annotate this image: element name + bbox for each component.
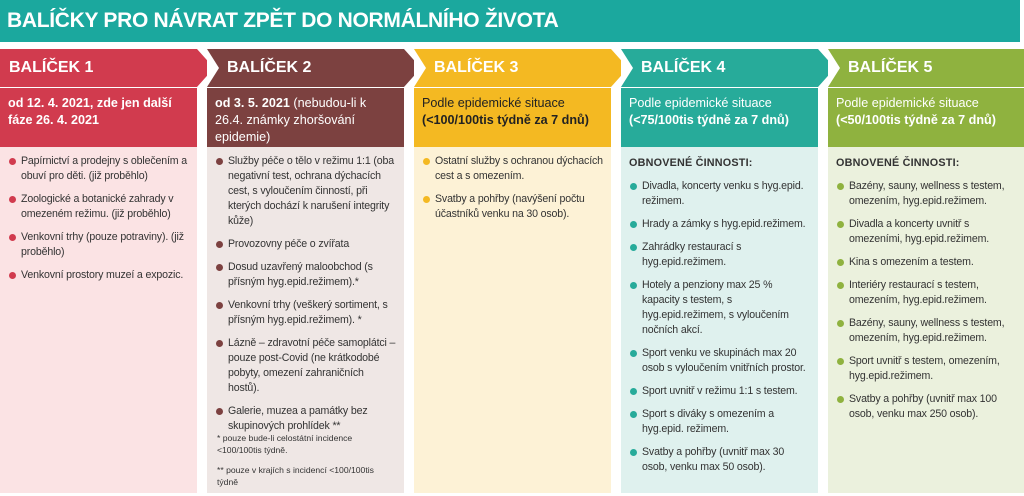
list-item: Ostatní služby s ochranou dýchacích cest a s omezením. bbox=[422, 154, 603, 184]
bullet-icon bbox=[423, 158, 430, 165]
package-5-threshold: (<50/100tis týdně za 7 dnů) bbox=[836, 113, 996, 127]
package-2-body bbox=[207, 147, 404, 493]
bullet-icon bbox=[837, 183, 844, 190]
bullet-icon bbox=[630, 388, 637, 395]
bullet-icon bbox=[216, 408, 223, 415]
package-1-list bbox=[8, 154, 189, 283]
bullet-icon bbox=[9, 272, 16, 279]
list-item: Venkovní prostory muzeí a expozic. bbox=[8, 268, 189, 283]
bullet-icon bbox=[630, 282, 637, 289]
bullet-icon bbox=[837, 221, 844, 228]
package-3-threshold: (<100/100tis týdně za 7 dnů) bbox=[422, 113, 589, 127]
package-5-condition: Podle epidemické situace bbox=[836, 96, 979, 110]
bullet-icon bbox=[9, 196, 16, 203]
footnote: ** pouze v krajích s incidencí <100/100tis týdně bbox=[217, 465, 374, 487]
bullet-icon bbox=[837, 358, 844, 365]
list-item: Lázně – zdravotní péče samoplátci – pouze post-Covid (ne krátkodobé pobyty, omezení zahraničních hostů). bbox=[215, 336, 396, 396]
bullet-icon bbox=[837, 282, 844, 289]
bullet-icon bbox=[423, 196, 430, 203]
package-1-header bbox=[0, 88, 197, 147]
page-title: BALÍČKY PRO NÁVRAT ZPĚT DO NORMÁLNÍHO ŽIVOTA bbox=[0, 0, 1020, 42]
package-1-date: od 12. 4. 2021, zde jen další fáze 26. 4. 2021 bbox=[8, 96, 172, 127]
list-item: Sport uvnitř v režimu 1:1 s testem. bbox=[629, 384, 810, 399]
bullet-icon bbox=[630, 221, 637, 228]
list-item: Provozovny péče o zvířata bbox=[215, 237, 396, 252]
bullet-icon bbox=[630, 350, 637, 357]
package-3-body bbox=[414, 147, 611, 493]
package-4-threshold: (<75/100tis týdně za 7 dnů) bbox=[629, 113, 789, 127]
list-item: Služby péče o tělo v režimu 1:1 (oba negativní test, ochrana dýchacích cest, s vyloučením činností, při kterých dochází k narušení integrity kůže) bbox=[215, 154, 396, 229]
list-item: Zoologické a botanické zahrady v omezeném režimu. (již proběhlo) bbox=[8, 192, 189, 222]
list-item: Kina s omezením a testem. bbox=[836, 255, 1017, 270]
list-item: Sport venku ve skupinách max 20 osob s vyloučením vnitřních prostor. bbox=[629, 346, 810, 376]
footnote: * pouze bude-li celostátní incidence <100/100tis týdně. bbox=[217, 433, 353, 455]
list-item: Hrady a zámky s hyg.epid.režimem. bbox=[629, 217, 810, 232]
list-item: Divadla, koncerty venku s hyg.epid. režimem. bbox=[629, 179, 810, 209]
list-item: Svatby a pohřby (navýšení počtu účastníků venku na 30 osob). bbox=[422, 192, 603, 222]
list-item: Venkovní trhy (veškerý sortiment, s přísným hyg.epid.režimem). * bbox=[215, 298, 396, 328]
bullet-icon bbox=[216, 158, 223, 165]
list-item: Hotely a penziony max 25 % kapacity s testem, s hyg.epid.režimem, s vyloučením nočních akcí. bbox=[629, 278, 810, 338]
package-4-header bbox=[621, 88, 818, 147]
bullet-icon bbox=[630, 244, 637, 251]
bullet-icon bbox=[9, 234, 16, 241]
package-5-list bbox=[836, 179, 1017, 422]
list-item: Sport s diváky s omezením a hyg.epid. režimem. bbox=[629, 407, 810, 437]
list-item: Dosud uzavřený maloobchod (s přísným hyg.epid.režimem).* bbox=[215, 260, 396, 290]
package-4-condition: Podle epidemické situace bbox=[629, 96, 772, 110]
package-5-section-title: OBNOVENÉ ČINNOSTI: bbox=[836, 157, 960, 169]
bullet-icon bbox=[9, 158, 16, 165]
bullet-icon bbox=[216, 264, 223, 271]
package-4-label: BALÍČEK 4 bbox=[641, 59, 726, 76]
bullet-icon bbox=[630, 449, 637, 456]
list-item: Divadla a koncerty uvnitř s omezeními, hyg.epid.režimem. bbox=[836, 217, 1017, 247]
bullet-icon bbox=[630, 183, 637, 190]
package-4-body bbox=[621, 147, 818, 493]
list-item: Interiéry restaurací s testem, omezením, hyg.epid.režimem. bbox=[836, 278, 1017, 308]
package-3-condition: Podle epidemické situace bbox=[422, 96, 565, 110]
bullet-icon bbox=[216, 302, 223, 309]
package-3-label: BALÍČEK 3 bbox=[434, 59, 519, 76]
package-4-list bbox=[629, 179, 810, 475]
package-5-header bbox=[828, 88, 1024, 147]
list-item: Svatby a pohřby (uvnitř max 100 osob, venku max 250 osob). bbox=[836, 392, 1017, 422]
package-2-header bbox=[207, 88, 404, 147]
bullet-icon bbox=[837, 320, 844, 327]
package-4-section-title: OBNOVENÉ ČINNOSTI: bbox=[629, 157, 753, 169]
list-item: Bazény, sauny, wellness s testem, omezením, hyg.epid.režimem. bbox=[836, 179, 1017, 209]
footnotes bbox=[217, 432, 397, 496]
package-3-list bbox=[422, 154, 603, 222]
bullet-icon bbox=[216, 241, 223, 248]
package-1-body bbox=[0, 147, 197, 493]
package-5-body bbox=[828, 147, 1024, 493]
package-3-header bbox=[414, 88, 611, 147]
bullet-icon bbox=[837, 259, 844, 266]
package-5-label: BALÍČEK 5 bbox=[848, 59, 933, 76]
bullet-icon bbox=[216, 340, 223, 347]
bullet-icon bbox=[837, 396, 844, 403]
list-item: Papírnictví a prodejny s oblečením a obuví pro děti. (již proběhlo) bbox=[8, 154, 189, 184]
package-2-list bbox=[215, 154, 396, 434]
package-2-date: od 3. 5. 2021 (nebudou-li k 26.4. známky zhoršování epidemie) bbox=[215, 96, 367, 144]
package-1-label: BALÍČEK 1 bbox=[9, 59, 94, 76]
bullet-icon bbox=[630, 411, 637, 418]
list-item: Svatby a pohřby (uvnitř max 30 osob, venku max 50 osob). bbox=[629, 445, 810, 475]
list-item: Bazény, sauny, wellness s testem, omezením, hyg.epid.režimem. bbox=[836, 316, 1017, 346]
list-item: Galerie, muzea a památky bez skupinových prohlídek ** bbox=[215, 404, 396, 434]
list-item: Sport uvnitř s testem, omezením, hyg.epid.režimem. bbox=[836, 354, 1017, 384]
list-item: Venkovní trhy (pouze potraviny). (již proběhlo) bbox=[8, 230, 189, 260]
list-item: Zahrádky restaurací s hyg.epid.režimem. bbox=[629, 240, 810, 270]
package-2-label: BALÍČEK 2 bbox=[227, 59, 312, 76]
